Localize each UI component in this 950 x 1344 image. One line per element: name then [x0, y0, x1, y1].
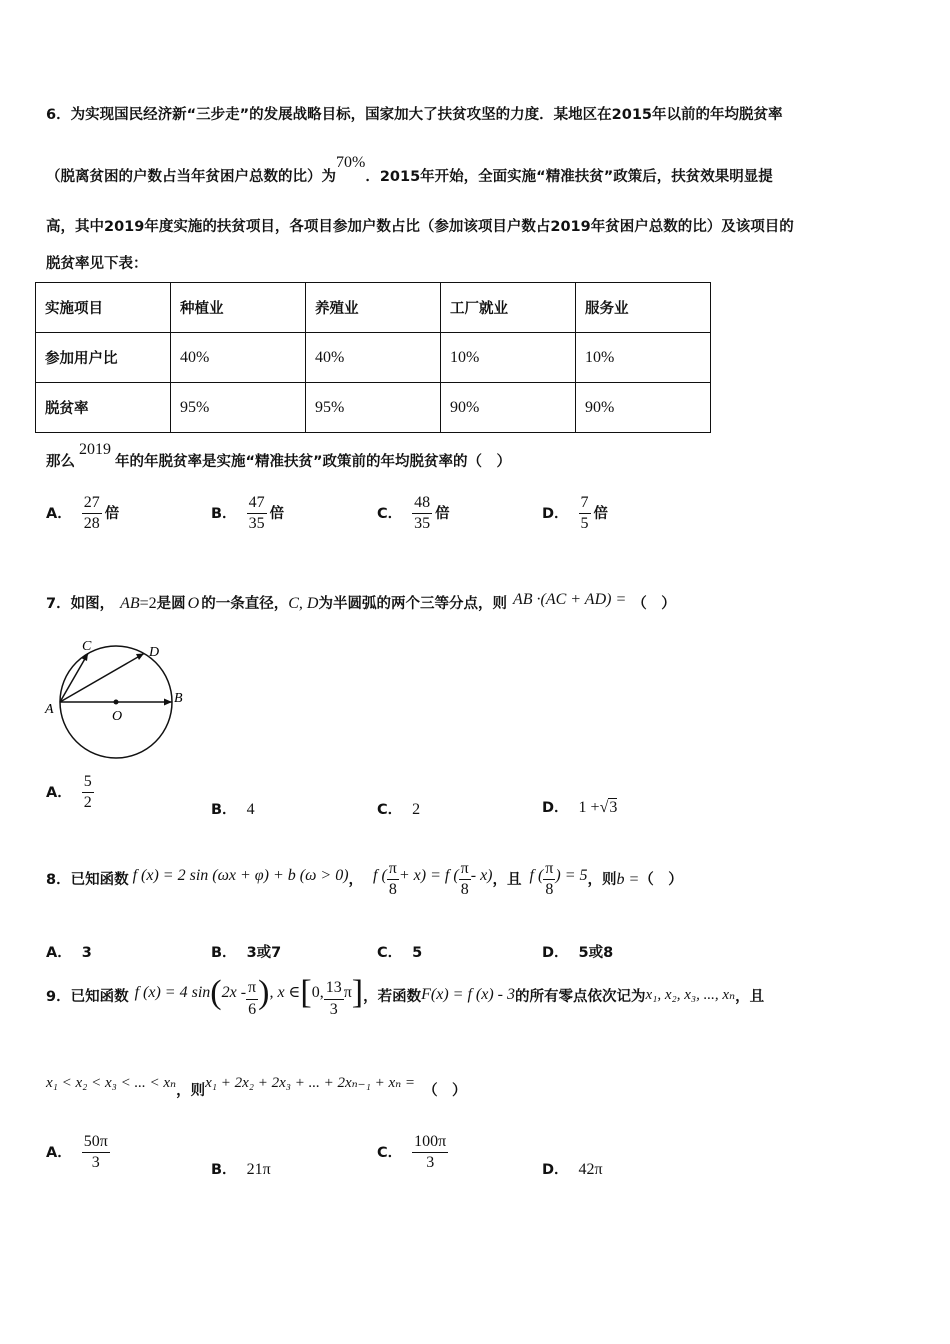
table-cell: 10%: [576, 333, 711, 383]
q9-frac: $\frac{\pi}{6}$: [248, 979, 257, 1018]
q7-text-a: 7．如图，: [46, 596, 115, 612]
q6-line4: 脱贫率见下表：: [46, 256, 148, 272]
q9-paren: （ ）: [423, 1083, 467, 1099]
label-o: O: [112, 709, 123, 724]
q9-option-c[interactable]: [377, 1133, 448, 1173]
option-label: D．: [542, 945, 569, 961]
q8-sym-c: - x): [470, 866, 493, 884]
label-a: A: [45, 702, 54, 717]
q7-cd: C, D: [288, 595, 319, 612]
q9-text-c: 的所有零点依次记为: [514, 989, 646, 1005]
q6-table: [35, 282, 711, 433]
option-label: D．: [542, 506, 569, 523]
q9-option-a[interactable]: [46, 1133, 110, 1173]
q8-text-a: 8．已知函数: [46, 871, 129, 888]
q6-line1: 6．为实现国民经济新“三步走”的发展战略目标，国家加大了扶贫攻坚的力度．某地区在2015年以前的年均脱贫率: [46, 107, 783, 123]
q8-option-a[interactable]: [46, 941, 92, 962]
option-value: 42π: [578, 1161, 603, 1178]
q6-option-b[interactable]: [211, 494, 284, 534]
option-fraction: $\frac{27}{28}$: [83, 494, 100, 533]
option-label: D．: [542, 1162, 569, 1178]
option-fraction: $\frac{7}{5}$: [580, 494, 589, 533]
table-header-cell: 工厂就业: [441, 283, 576, 333]
option-value: 2: [412, 801, 421, 818]
option-value: 4: [246, 801, 255, 818]
q6-line2: [46, 154, 773, 186]
q7-stem: [46, 592, 676, 613]
option-label: A．: [46, 1145, 72, 1162]
q9-frac: $\frac{13}{3}$: [325, 979, 342, 1018]
table-header-cell: 服务业: [576, 283, 711, 333]
q7-option-c[interactable]: [377, 798, 420, 819]
q7-option-b[interactable]: [211, 798, 255, 819]
q8-frac: $\frac{\pi}{8}$: [545, 860, 554, 899]
q7-ab-val: =2: [139, 595, 157, 612]
option-label: C．: [377, 506, 403, 523]
option-label: B．: [211, 506, 237, 523]
q8-sym-a: f (: [373, 866, 387, 884]
table-cell: 95%: [306, 383, 441, 433]
table-cell: 90%: [441, 383, 576, 433]
option-fraction: $\frac{47}{35}$: [248, 494, 265, 533]
option-label: A．: [46, 945, 72, 961]
option-fraction: $\frac{48}{35}$: [414, 494, 431, 533]
table-cell: 40%: [306, 333, 441, 383]
q9-stem: 9．已知函数 f (x) = 4 sin(2x - $\frac{\pi}{6}$ ), x ∈[0, $\frac{13}{3}$ π]，若函数F(x) = f (x) - 3的所有零点依次记为x₁, x₂, x₃, ..., xₙ，且: [46, 974, 765, 1018]
q7-o: O: [187, 595, 200, 612]
option-label: C．: [377, 802, 403, 818]
q8-paren: （ ）: [639, 871, 683, 888]
q7-text-c: 的一条直径，: [201, 596, 289, 612]
q9-inner: 2x -: [221, 984, 247, 1001]
q8-option-d[interactable]: [542, 941, 613, 962]
q6-year: 2019: [79, 441, 111, 458]
q8-option-c[interactable]: [377, 941, 422, 962]
table-cell: 40%: [171, 333, 306, 383]
q9-option-d[interactable]: [542, 1158, 603, 1179]
q8-fdef: f (x) = 2 sin (ωx + φ) + b (ω > 0): [132, 866, 349, 884]
option-value: 3: [81, 945, 92, 961]
q8-val-a: f (: [529, 866, 544, 884]
label-b: B: [174, 691, 183, 706]
q9-text-b: ，若函数: [363, 989, 422, 1005]
table-row: [36, 283, 711, 333]
center-dot: [114, 700, 119, 705]
q7-expr: AB ·(AC + AD) =: [512, 591, 627, 608]
q9-text-e: ，则: [176, 1083, 206, 1099]
q7-paren: （ ）: [632, 596, 676, 612]
option-label: C．: [377, 1145, 403, 1162]
q9-option-b[interactable]: [211, 1158, 271, 1179]
q8-frac: $\frac{\pi}{8}$: [460, 860, 469, 899]
q6-line2a: （脱离贫困的户数占当年贫困户总数的比）为: [46, 169, 336, 185]
q7-ab: AB: [120, 595, 140, 612]
q9-interval-a: 0,: [311, 984, 324, 1001]
q8-b-eq: b =: [616, 870, 640, 888]
option-radicand: 3: [609, 799, 618, 816]
table-cell: 90%: [576, 383, 711, 433]
q9-text-d: ，且: [735, 989, 765, 1005]
q8-option-b[interactable]: [211, 941, 281, 962]
option-fraction: $\frac{5}{2}$: [83, 773, 92, 812]
table-row: [36, 383, 711, 433]
option-suffix: 倍: [435, 506, 450, 523]
option-fraction: $\frac{100\pi}{3}$: [414, 1133, 447, 1172]
q9-Fdef: F(x) = f (x) - 3: [421, 986, 515, 1003]
q7-option-d[interactable]: D． 1 +√3: [542, 799, 618, 816]
option-value: 5: [412, 945, 423, 961]
option-label: A．: [46, 506, 72, 523]
q9-order: x₁ < x₂ < x₃ < ... < xₙ: [46, 1075, 177, 1091]
table-row-label: 参加用户比: [36, 333, 171, 383]
option-value: 21π: [246, 1161, 271, 1178]
q6-ask-b: 年的年脱贫率是实施“精准扶贫”政策前的年均脱贫率的（ ）: [115, 454, 512, 470]
option-label: B．: [211, 802, 237, 818]
q6-ask: [46, 441, 512, 471]
q6-line2b: ．2015年开始，全面实施“精准扶贫”政策后，扶贫效果明显提: [365, 169, 773, 185]
q9-fdef: f (x) = 4 sin: [134, 984, 211, 1001]
q6-line3: 高，其中2019年度实施的扶贫项目，各项目参加户数占比（参加该项目户数占2019年贫困户总数的比）及该项目的: [46, 219, 794, 235]
option-label: B．: [211, 1162, 237, 1178]
table-header-cell: 养殖业: [306, 283, 441, 333]
arrow-b-icon: [164, 699, 172, 706]
q7-text-b: 是圆: [156, 596, 186, 612]
label-d: D: [149, 645, 160, 660]
q8-val-b: ) = 5: [555, 866, 588, 884]
option-value: 1 +: [578, 799, 600, 816]
option-value: 5或8: [578, 945, 614, 961]
table-row-label: 脱贫率: [36, 383, 171, 433]
q7-circle-figure: [38, 632, 198, 767]
q6-option-d[interactable]: [542, 494, 608, 534]
table-header-cell: 种植业: [171, 283, 306, 333]
q9-xin: , x ∈: [269, 984, 301, 1001]
option-value: 3或7: [246, 945, 282, 961]
option-label: D．: [542, 800, 569, 816]
q8-text-c: ，则: [587, 871, 617, 888]
option-suffix: 倍: [104, 506, 120, 523]
option-label: B．: [211, 945, 237, 961]
option-label: C．: [377, 945, 403, 961]
option-suffix: 倍: [593, 506, 609, 523]
table-cell: 95%: [171, 383, 306, 433]
table-header-cell: 实施项目: [36, 283, 171, 333]
option-label: A．: [46, 785, 72, 802]
q8-frac: $\frac{\pi}{8}$: [388, 860, 397, 899]
q8-stem: [46, 860, 683, 900]
q6-option-c[interactable]: [377, 494, 450, 534]
table-cell: 10%: [441, 333, 576, 383]
q6-ask-a: 那么: [46, 454, 75, 470]
q9-stem2: [46, 1075, 467, 1099]
option-suffix: 倍: [269, 506, 285, 523]
q9-sum: x₁ + 2x₂ + 2x₃ + ... + 2xₙ₋₁ + xₙ =: [205, 1075, 416, 1091]
q7-text-d: 为半圆弧的两个三等分点，则: [318, 596, 507, 612]
q9-interval-pi: π: [343, 984, 352, 1001]
q8-sym-b: + x) = f (: [398, 866, 459, 884]
table-row: [36, 333, 711, 383]
q8-text-b: ，且: [492, 871, 522, 888]
q9-zeros: x₁, x₂, x₃, ..., xₙ: [645, 987, 736, 1003]
vector-ad: [60, 654, 144, 703]
q6-rate: 70%: [336, 154, 366, 171]
q7-option-a[interactable]: [46, 773, 94, 813]
q6-option-a[interactable]: [46, 494, 119, 534]
q9-text-a: 9．已知函数: [46, 989, 129, 1005]
option-fraction: $\frac{50\pi}{3}$: [83, 1133, 108, 1172]
q8-comma: ，: [348, 871, 364, 888]
label-c: C: [82, 639, 92, 654]
